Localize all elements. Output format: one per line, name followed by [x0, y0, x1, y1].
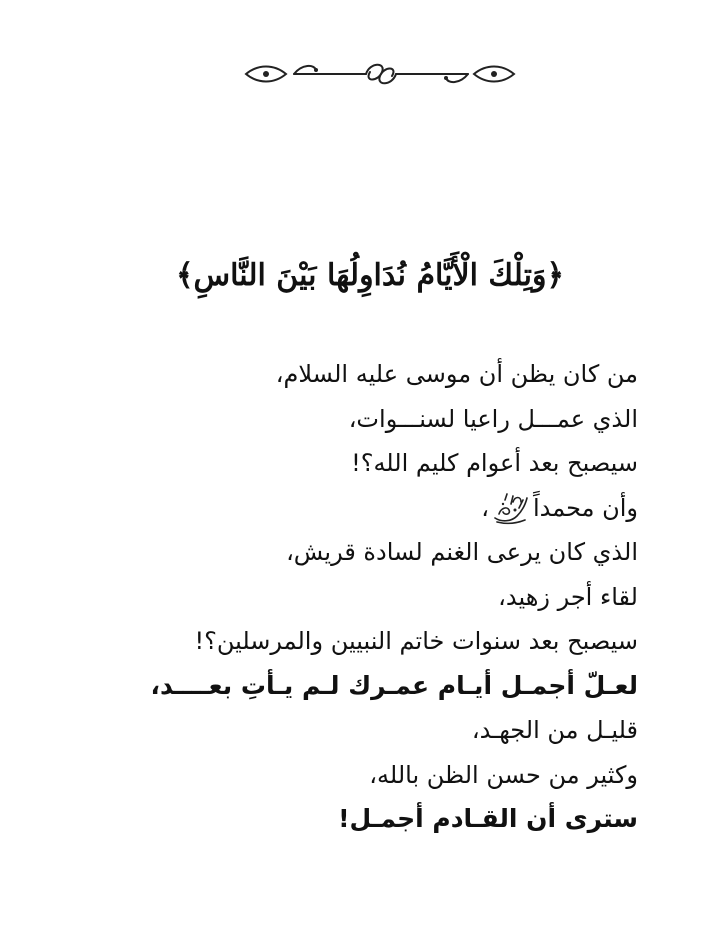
text-line: من كان يظن أن موسى عليه السلام،	[275, 360, 638, 388]
text-line: لعـلّ أجمـل أيـام عمـرك لـم يـأتِ بعــــد،	[150, 670, 638, 700]
text-line: سيصبح بعد أعوام كليم الله؟!	[351, 449, 638, 477]
text-line-part: ،	[481, 493, 489, 522]
salutation-seal-icon	[491, 492, 531, 526]
text-line: لقاء أجر زهيد،	[498, 582, 638, 611]
quran-verse-heading: ﴿وَتِلْكَ الْأَيَّامُ نُدَاوِلُهَا بَيْنَ النَّاسِ﴾	[175, 258, 565, 293]
text-line: الذي كان يرعى الغنم لسادة قريش،	[286, 538, 638, 566]
text-line-part: وأن محمداً	[533, 493, 638, 522]
text-line: قليـل من الجهـد،	[471, 716, 638, 744]
text-line: سترى أن القـادم أجمـل!	[338, 804, 638, 833]
text-line: وكثير من حسن الظن بالله،	[369, 760, 638, 789]
text-line: الذي عمـــل راعيا لسنـــوات،	[348, 404, 638, 433]
text-line	[130, 486, 638, 531]
text-line: سيصبح بعد سنوات خاتم النبيين والمرسلين؟!	[194, 627, 638, 655]
floral-divider-icon	[236, 56, 524, 92]
text-body	[130, 352, 638, 842]
